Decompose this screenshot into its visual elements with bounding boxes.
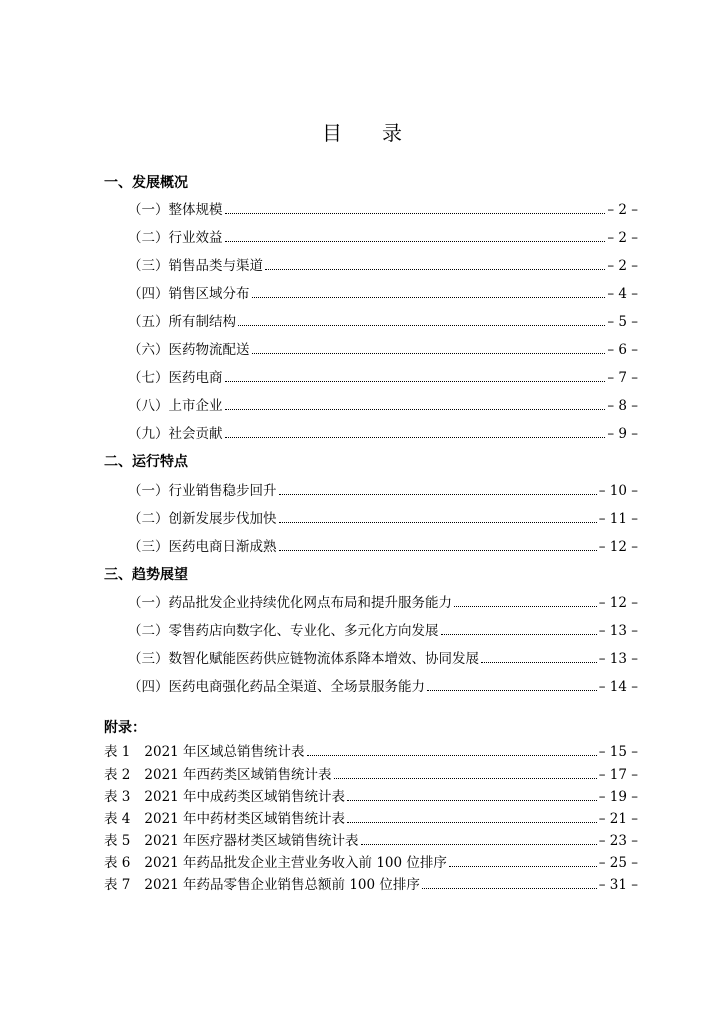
- toc-entry[interactable]: [128, 256, 638, 276]
- appendix-entry[interactable]: [104, 875, 638, 895]
- dot-leader: [347, 787, 597, 801]
- entry-title: 创新发展步伐加快: [168, 511, 277, 527]
- dot-leader: [252, 340, 606, 354]
- dot-leader: [441, 621, 597, 635]
- entry-title: 2021 年药品批发企业主营业务收入前 100 位排序: [144, 855, 447, 871]
- dot-leader: [307, 742, 597, 756]
- entry-title: 医药物流配送: [168, 342, 250, 358]
- dot-leader: [279, 509, 597, 523]
- toc-entry[interactable]: [128, 621, 638, 641]
- entry-title: 2021 年区域总销售统计表: [144, 744, 305, 760]
- entry-title: 行业销售稳步回升: [168, 483, 277, 499]
- dot-leader: [225, 368, 606, 382]
- entry-page: – 8 –: [607, 398, 638, 414]
- entry-title: 2021 年中药材类区域销售统计表: [144, 811, 346, 827]
- entry-page: – 19 –: [598, 789, 638, 805]
- entry-number: （三）: [128, 539, 169, 555]
- entry-number: （二）: [128, 511, 169, 527]
- table-number: 表 6: [104, 855, 131, 871]
- entry-number: （六）: [128, 342, 169, 358]
- section-heading: 二、运行特点: [104, 454, 188, 470]
- entry-title: 行业效益: [168, 230, 223, 246]
- dot-leader: [427, 677, 597, 691]
- dot-leader: [449, 853, 597, 867]
- entry-number: （五）: [128, 314, 169, 330]
- entry-page: – 6 –: [607, 342, 638, 358]
- toc-entry[interactable]: [128, 368, 638, 388]
- toc-entry[interactable]: [128, 228, 638, 248]
- entry-page: – 11 –: [598, 511, 638, 527]
- entry-page: – 31 –: [598, 877, 638, 893]
- entry-page: – 2 –: [607, 258, 638, 274]
- dot-leader: [225, 228, 606, 242]
- toc-entry[interactable]: [128, 200, 638, 220]
- entry-page: – 2 –: [607, 202, 638, 218]
- page-title: [0, 121, 724, 145]
- dot-leader: [225, 200, 606, 214]
- entry-number: （四）: [128, 679, 169, 695]
- entry-title: 整体规模: [168, 202, 223, 218]
- toc-entry[interactable]: [128, 537, 638, 557]
- toc-entry[interactable]: [128, 284, 638, 304]
- entry-number: （三）: [128, 651, 169, 667]
- toc-entry[interactable]: [128, 481, 638, 501]
- entry-number: （八）: [128, 398, 169, 414]
- entry-page: – 9 –: [607, 426, 638, 442]
- dot-leader: [279, 481, 597, 495]
- entry-title: 2021 年药品零售企业销售总额前 100 位排序: [144, 877, 420, 893]
- entry-title: 销售区域分布: [168, 286, 250, 302]
- appendix-entry[interactable]: [104, 853, 638, 873]
- entry-number: （三）: [128, 258, 169, 274]
- appendix-entry[interactable]: [104, 765, 638, 785]
- entry-page: – 12 –: [598, 595, 638, 611]
- section-heading: 一、发展概况: [104, 175, 188, 191]
- dot-leader: [361, 831, 597, 845]
- entry-page: – 14 –: [598, 679, 638, 695]
- entry-page: – 23 –: [598, 833, 638, 849]
- toc-entry[interactable]: [128, 509, 638, 529]
- entry-page: – 7 –: [607, 370, 638, 386]
- dot-leader: [225, 424, 606, 438]
- dot-leader: [225, 396, 606, 410]
- dot-leader: [481, 649, 597, 663]
- dot-leader: [238, 312, 605, 326]
- entry-number: （七）: [128, 370, 169, 386]
- entry-page: – 17 –: [598, 767, 638, 783]
- toc-entry[interactable]: [128, 312, 638, 332]
- table-number: 表 1: [104, 744, 131, 760]
- entry-title: 2021 年西药类区域销售统计表: [144, 767, 332, 783]
- title-char-2: 录: [382, 121, 402, 145]
- table-number: 表 5: [104, 833, 131, 849]
- appendix-entry[interactable]: [104, 831, 638, 851]
- table-number: 表 7: [104, 877, 131, 893]
- dot-leader: [347, 809, 597, 823]
- entry-number: （二）: [128, 623, 169, 639]
- entry-number: （一）: [128, 595, 169, 611]
- entry-number: （九）: [128, 426, 169, 442]
- entry-number: （一）: [128, 483, 169, 499]
- entry-title: 2021 年中成药类区域销售统计表: [144, 789, 346, 805]
- entry-title: 医药电商: [168, 370, 223, 386]
- appendix-entry[interactable]: [104, 742, 638, 762]
- entry-page: – 25 –: [598, 855, 638, 871]
- dot-leader: [334, 765, 597, 779]
- toc-entry[interactable]: [128, 396, 638, 416]
- dot-leader: [422, 875, 597, 889]
- entry-page: – 10 –: [598, 483, 638, 499]
- entry-title: 上市企业: [168, 398, 223, 414]
- entry-title: 零售药店向数字化、专业化、多元化方向发展: [168, 623, 439, 639]
- entry-title: 2021 年医疗器材类区域销售统计表: [144, 833, 359, 849]
- appendix-entry[interactable]: [104, 809, 638, 829]
- entry-page: – 21 –: [598, 811, 638, 827]
- entry-title: 数智化赋能医药供应链物流体系降本增效、协同发展: [168, 651, 479, 667]
- appendix-heading: 附录：: [104, 720, 146, 736]
- table-number: 表 2: [104, 767, 131, 783]
- dot-leader: [265, 256, 605, 270]
- table-number: 表 4: [104, 811, 131, 827]
- toc-entry[interactable]: [128, 677, 638, 697]
- entry-page: – 12 –: [598, 539, 638, 555]
- entry-title: 医药电商强化药品全渠道、全场景服务能力: [168, 679, 425, 695]
- dot-leader: [279, 537, 597, 551]
- entry-title: 销售品类与渠道: [168, 258, 263, 274]
- entry-page: – 5 –: [607, 314, 638, 330]
- toc-entry[interactable]: [128, 340, 638, 360]
- entry-number: （四）: [128, 286, 169, 302]
- entry-title: 医药电商日渐成熟: [168, 539, 277, 555]
- toc-entry[interactable]: [128, 593, 638, 613]
- section-heading: 三、趋势展望: [104, 567, 188, 583]
- dot-leader: [252, 284, 606, 298]
- toc-entry[interactable]: [128, 649, 638, 669]
- entry-page: – 13 –: [598, 651, 638, 667]
- title-char-1: 目: [322, 121, 342, 145]
- table-number: 表 3: [104, 789, 131, 805]
- toc-entry[interactable]: [128, 424, 638, 444]
- entry-page: – 4 –: [607, 286, 638, 302]
- dot-leader: [454, 593, 597, 607]
- entry-page: – 2 –: [607, 230, 638, 246]
- entry-number: （二）: [128, 230, 169, 246]
- entry-title: 社会贡献: [168, 426, 223, 442]
- entry-page: – 15 –: [598, 744, 638, 760]
- entry-title: 药品批发企业持续优化网点布局和提升服务能力: [168, 595, 452, 611]
- entry-title: 所有制结构: [168, 314, 236, 330]
- entry-page: – 13 –: [598, 623, 638, 639]
- appendix-entry[interactable]: [104, 787, 638, 807]
- entry-number: （一）: [128, 202, 169, 218]
